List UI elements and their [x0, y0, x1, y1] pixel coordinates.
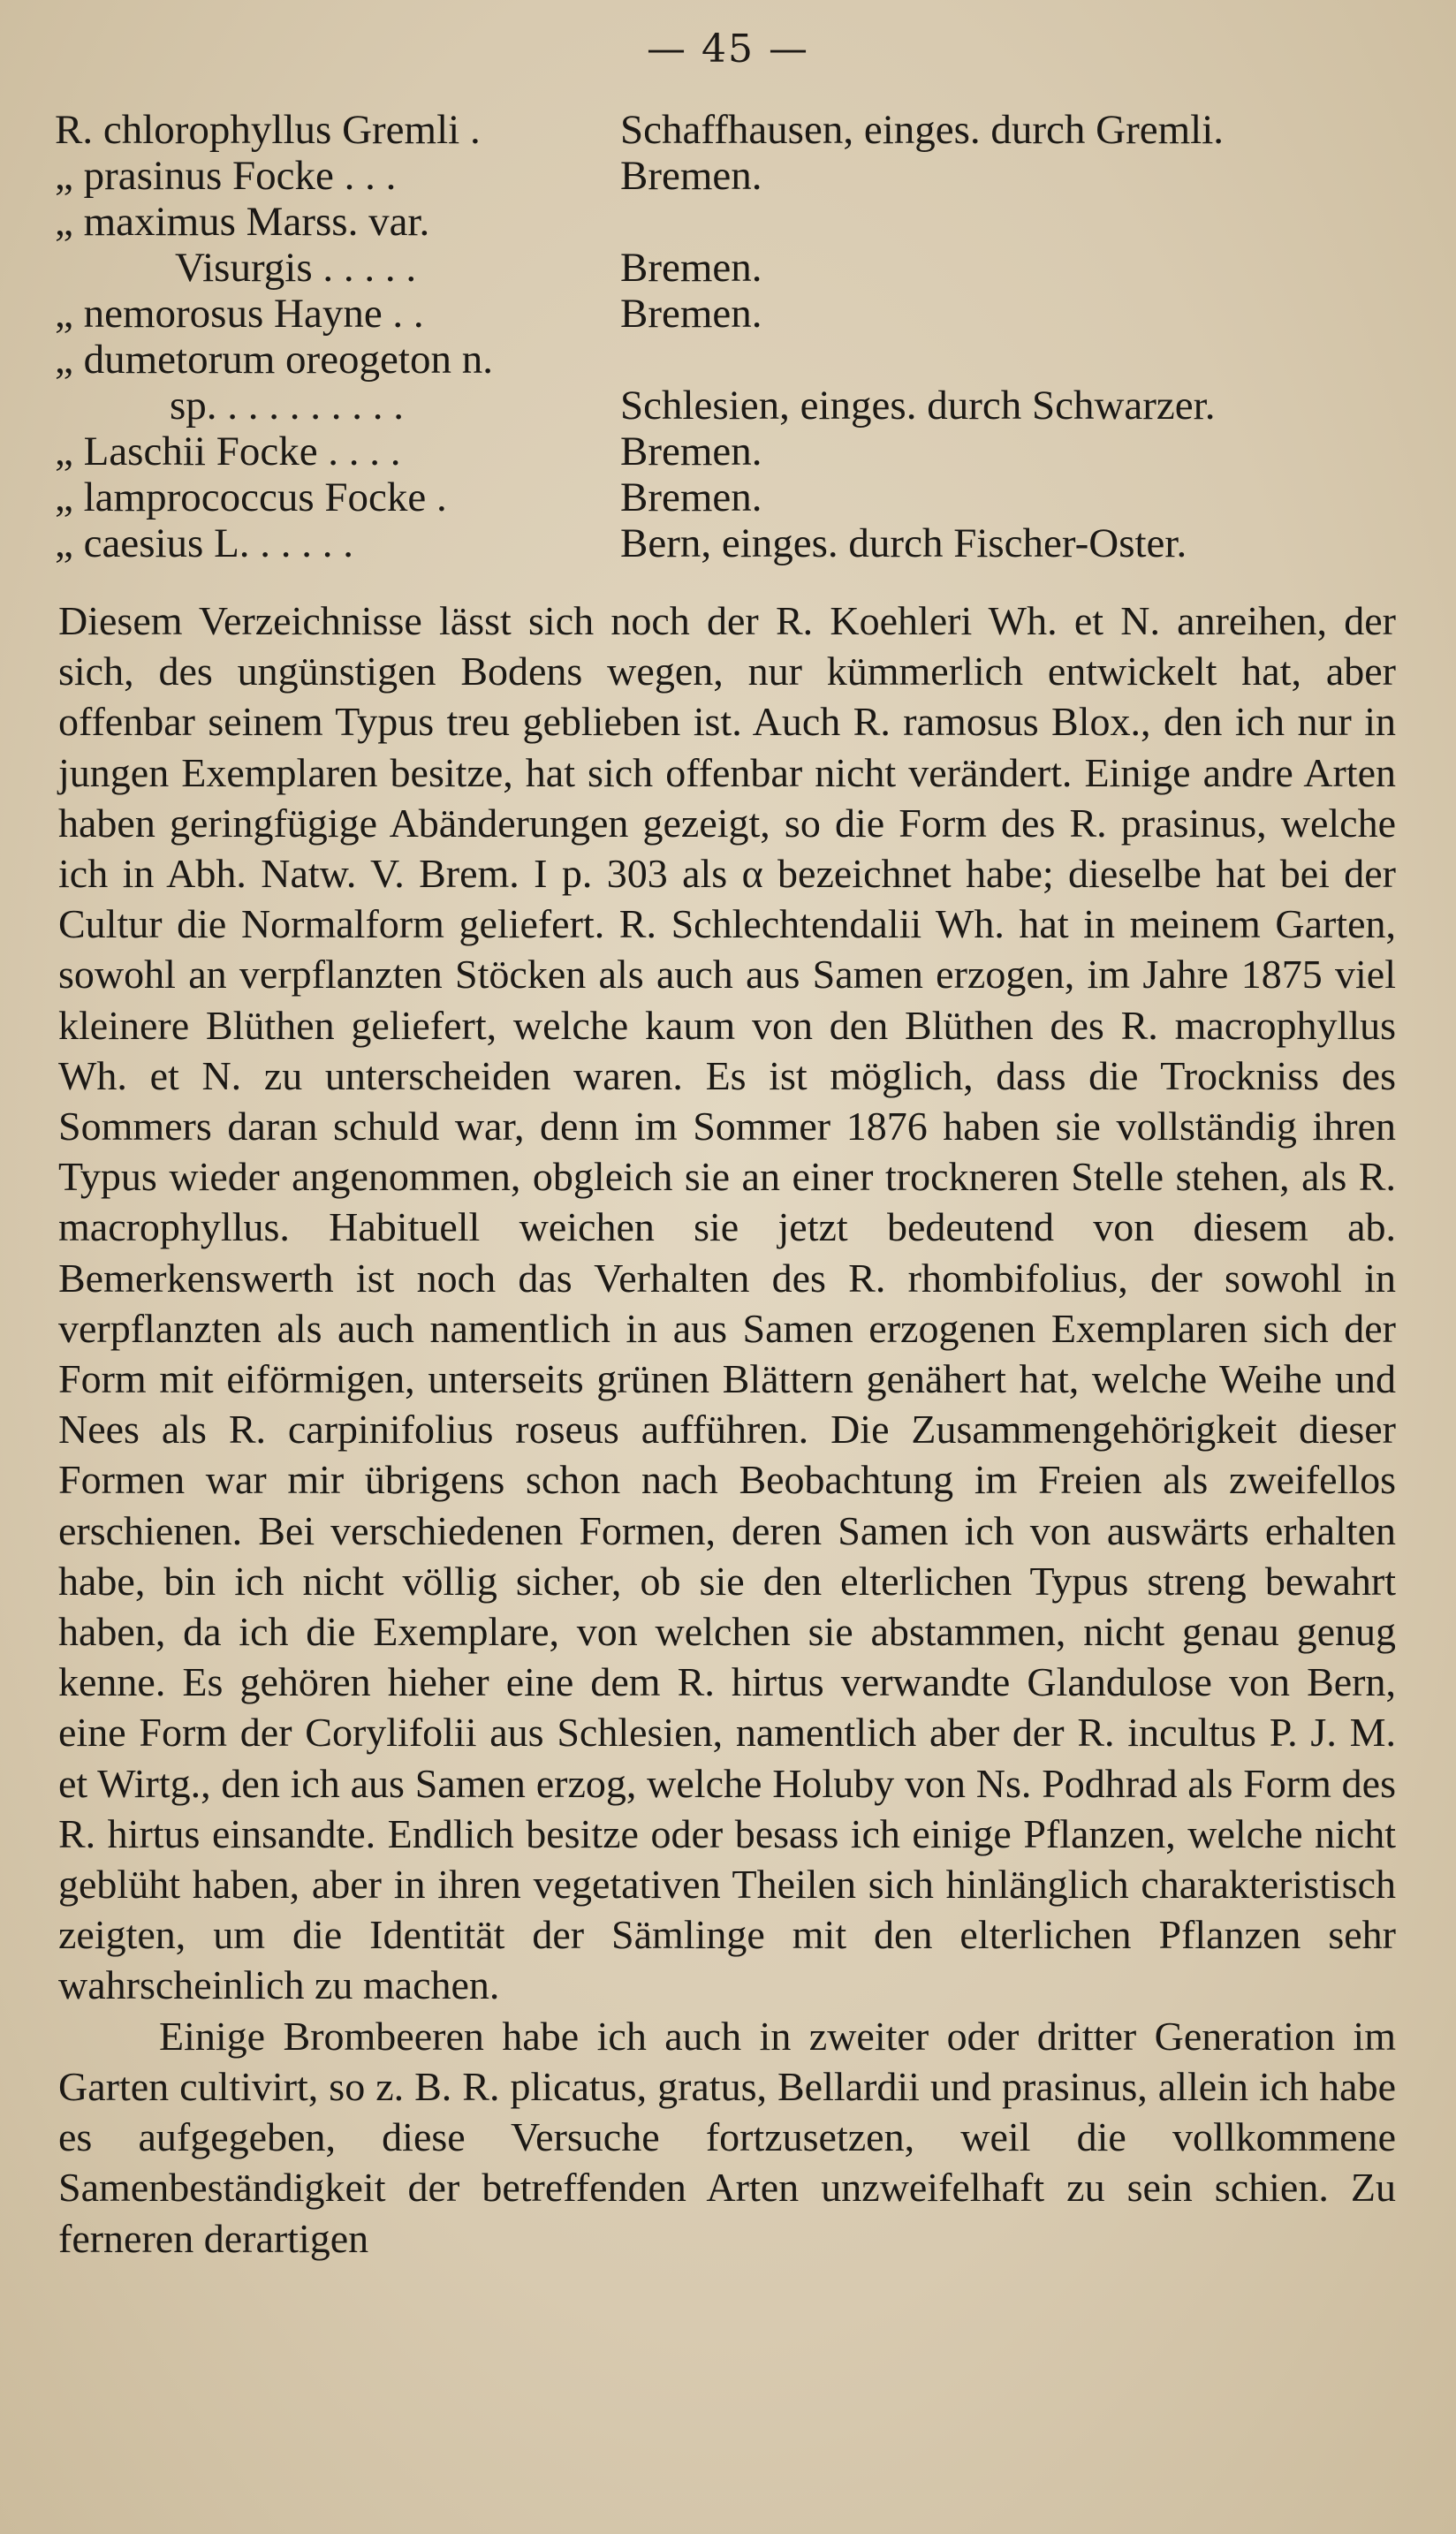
list-item [55, 428, 1433, 474]
species-name: R. chlorophyllus Gremli . [55, 107, 481, 153]
species-name: „ Laschii Focke . . . . [55, 429, 401, 474]
list-item [55, 106, 1433, 152]
paragraph: Diesem Verzeichnisse lässt sich noch der R. Koehleri Wh. et N. anreihen, der sich, des ungünstigen Bodens wegen, nur kümmerlich entwickelt hat, aber offenbar seinem Typus treu geblieben ist. Auch R. ramosus Blox., den ich nur in jungen Exemplaren besitze, hat sich offenbar nicht verändert. Einige andre Arten haben geringfügige Abänderungen gezeigt, so die Form des R. prasinus, welche ich in Abh. Natw. V. Brem. I p. 303 als α bezeichnet habe; dieselbe hat bei der Cultur die Normalform geliefert. R. Schlechtendalii Wh. hat in meinem Garten, sowohl an verpflanzten Stöcken als auch aus Samen erzogen, im Jahre 1875 viel kleinere Blüthen geliefert, welche kaum von den Blüthen des R. macrophyllus Wh. et N. zu unterscheiden waren. Es ist möglich, dass die Trockniss des Sommers daran schuld war, denn im Sommer 1876 haben sie vollständig ihren Typus wieder angenommen, obgleich sie an einer trockneren Stelle stehen, als R. macrophyllus. Habituell weichen sie jetzt bedeutend von diesem ab. Bemerkenswerth ist noch das Verhalten des R. rhombifolius, der sowohl in verpflanzten als auch namentlich in aus Samen erzogenen Exemplaren sich der Form mit eiförmigen, unterseits grünen Blättern genähert hat, welche Weihe und Nees als R. carpinifolius roseus aufführen. Die Zusammengehörigkeit dieser Formen war mir übrigens schon nach Beobachtung im Freien als zweifellos erschienen. Bei verschiedenen Formen, deren Samen ich von auswärts erhalten habe, bin ich nicht völlig sicher, ob sie den elterlichen Typus streng bewahrt haben, da ich die Exemplare, von welchen sie abstammen, nicht genau genug kenne. Es gehören hieher eine dem R. hirtus verwandte Glandulose von Bern, eine Form der Corylifolii aus Schlesien, namentlich aber der R. incultus P. J. M. et Wirtg., den ich aus Samen erzog, welche Holuby von Ns. Podhrad als Form des R. hirtus einsandte. Endlich besitze oder besass ich einige Pflanzen, welche nicht geblüht haben, aber in ihren vegetativen Theilen sich hinlänglich charakteristisch zeigten, um die Identität der Sämlinge mit den elterlichen Pflanzen sehr wahrscheinlich zu machen. [58, 598, 1396, 2008]
paragraph: Einige Brombeeren habe ich auch in zweiter oder dritter Generation im Garten cultivirt, so z. B. R. plicatus, gratus, Bellardii und prasinus, allein ich habe es aufgegeben, diese Versuche fortzusetzen, weil die vollkommene Samenbeständigkeit der betreffenden Arten unzweifelhaft zu sein schien. Zu ferneren derartigen [58, 2013, 1396, 2261]
body-text [58, 596, 1396, 2264]
list-item [55, 336, 1433, 382]
species-location: Bremen. [620, 153, 762, 199]
species-name: „ dumetorum oreogeton n. [55, 337, 493, 383]
list-item [55, 152, 1433, 198]
species-location: Bremen. [620, 245, 762, 291]
species-name: „ caesius L. . . . . . [55, 520, 354, 566]
species-location: Schaffhausen, einges. durch Gremli. [620, 107, 1225, 153]
list-item [55, 382, 1433, 428]
species-name: „ maximus Marss. var. [55, 199, 430, 245]
species-location: Schlesien, einges. durch Schwarzer. [620, 383, 1216, 429]
list-item [55, 474, 1433, 520]
species-location: Bremen. [620, 291, 762, 337]
species-list [55, 106, 1433, 565]
species-name: „ lamprococcus Focke . [55, 474, 447, 520]
page-number: — 45 — [647, 27, 809, 72]
species-name: „ nemorosus Hayne . . [55, 291, 424, 337]
list-item [55, 198, 1433, 244]
species-name: sp. . . . . . . . . . [170, 383, 405, 429]
species-name: Visurgis . . . . . [175, 245, 417, 291]
list-item [55, 520, 1433, 565]
species-location: Bern, einges. durch Fischer-Oster. [620, 520, 1187, 566]
list-item [55, 244, 1433, 290]
species-location: Bremen. [620, 474, 762, 520]
species-name: „ prasinus Focke . . . [55, 153, 397, 199]
list-item [55, 290, 1433, 336]
species-location: Bremen. [620, 429, 762, 474]
